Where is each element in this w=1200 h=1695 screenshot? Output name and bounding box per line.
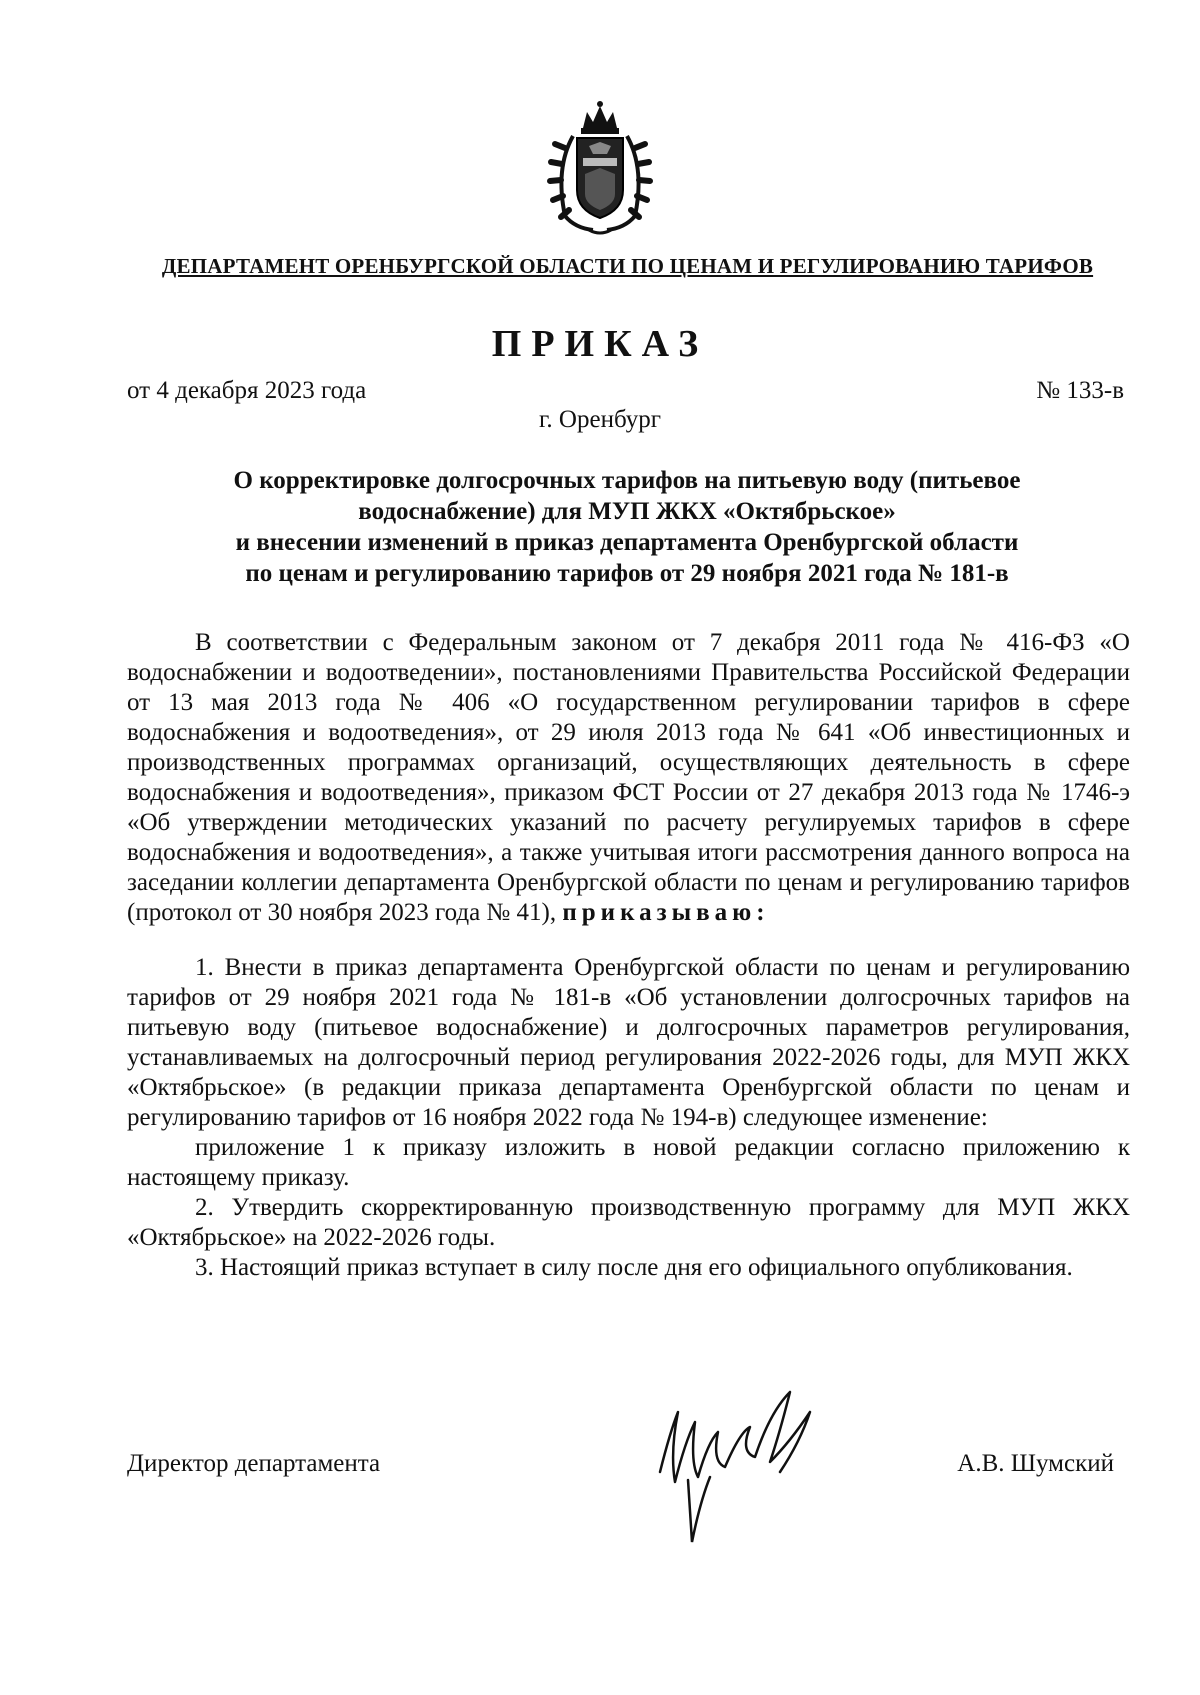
signatory-position: Директор департамента	[127, 1450, 381, 1477]
coat-of-arms-icon	[545, 98, 655, 238]
preamble-text: В соответствии с Федеральным законом от 7 декабря 2011 года № 416-ФЗ «О водоснабжении и водоотведении», постановлениями Правительства Российской Федерации от 13 мая 2013 года № 406 «О государственном регулировании тарифов в сфере водоснабжения и водоотведения», от 29 июля 2013 года № 641 «Об инвестиционных и производственных программах организаций, осуществляющих деятельность в сфере водоснабжения и водоотведения», приказом ФСТ России от 27 декабря 2013 года № 1746-э «Об утверждении методических указаний по расчету регулируемых тарифов в сфере водоснабжения и водоотведения», а также учитывая итоги рассмотрения данного вопроса на заседании коллегии департамента Оренбургской области по ценам и регулированию тарифов (протокол от 30 ноября 2023 года № 41),	[127, 629, 1130, 926]
item-2: 2. Утвердить скорректированную производственную программу для МУП ЖКХ «Октябрьское» на 2022-2026 годы.	[127, 1194, 1130, 1251]
subject-line: водоснабжение) для МУП ЖКХ «Октябрьское»	[358, 498, 896, 525]
document-city: г. Оренбург	[539, 406, 661, 433]
item-3: 3. Настоящий приказ вступает в силу после дня его официального опубликования.	[195, 1254, 1073, 1281]
subject-line: по ценам и регулированию тарифов от 29 ноября 2021 года № 181-в	[245, 560, 1009, 587]
subject-line: О корректировке долгосрочных тарифов на питьевую воду (питьевое	[233, 467, 1021, 494]
document-title: ПРИКАЗ	[491, 323, 709, 365]
document-subject	[127, 465, 1127, 589]
department-name: ДЕПАРТАМЕНТ ОРЕНБУРГСКОЙ ОБЛАСТИ ПО ЦЕНАМ И РЕГУЛИРОВАНИЮ ТАРИФОВ	[161, 254, 1094, 278]
subject-line: и внесении изменений в приказ департамента Оренбургской области	[235, 529, 1019, 556]
item-1-subparagraph: приложение 1 к приказу изложить в новой редакции согласно приложению к настоящему приказу.	[127, 1134, 1130, 1191]
order-word: приказываю:	[562, 899, 770, 926]
document-body	[127, 628, 1130, 1283]
item-1: 1. Внести в приказ департамента Оренбургской области по ценам и регулированию тарифов от 29 ноября 2021 года № 181-в «Об установлении долгосрочных тарифов на питьевую воду (питьевое водоснабжение) и долгосрочных параметров регулирования, устанавливаемых на долгосрочный период регулирования 2022-2026 годы, для МУП ЖКХ «Октябрьское» (в редакции приказа департамента Оренбургской области по ценам и регулированию тарифов от 16 ноября 2022 года № 194-в) следующее изменение:	[127, 954, 1130, 1131]
preamble-paragraph	[127, 628, 1130, 928]
signatory-name: А.В. Шумский	[957, 1450, 1114, 1477]
document-number: № 133-в	[1036, 377, 1124, 404]
document-date: от 4 декабря 2023 года	[127, 377, 367, 404]
handwritten-signature	[640, 1372, 850, 1552]
